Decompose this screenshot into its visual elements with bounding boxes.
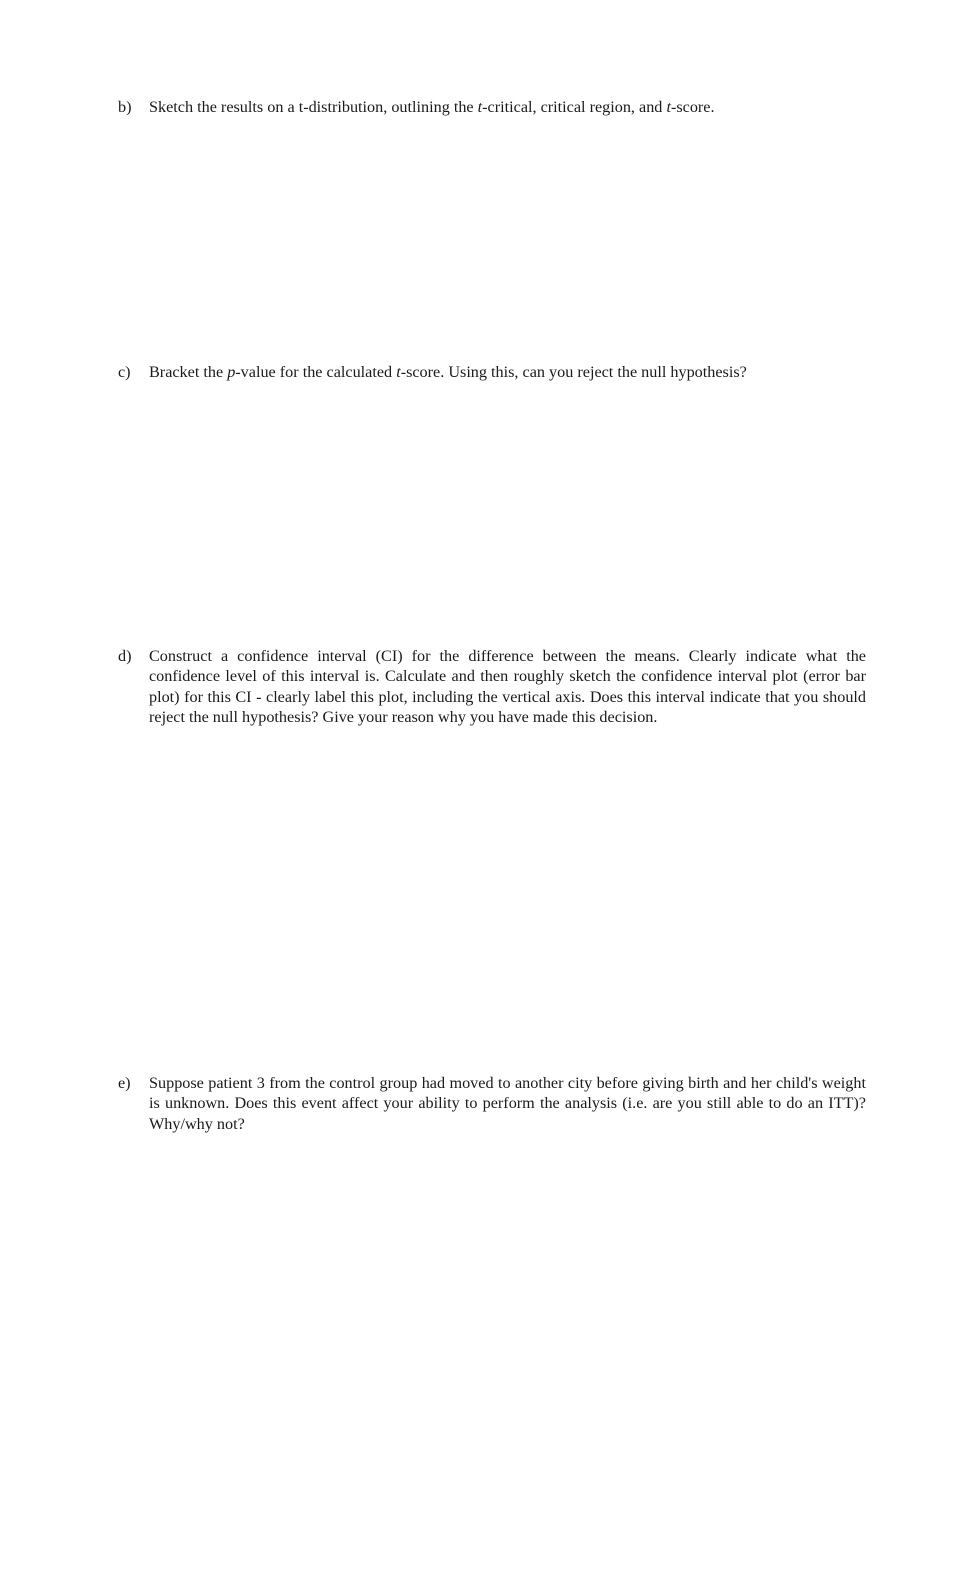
question-c-text-part: Bracket the <box>149 363 228 381</box>
question-c-italic-t: t <box>396 363 401 381</box>
question-b-label: b) <box>118 98 132 116</box>
question-c <box>118 362 866 382</box>
question-d-label: d) <box>118 647 132 665</box>
question-c-text <box>149 362 866 382</box>
question-d <box>118 646 866 728</box>
question-e-text: Suppose patient 3 from the control group had moved to another city before giving birth and her child's weight is unknown. Does this event affect your ability to perform the analysis (i.e. are you still able to do an ITT)? Why/why not? <box>149 1074 866 1133</box>
question-b-italic-t: t <box>477 98 483 116</box>
question-d-text: Construct a confidence interval (CI) for the difference between the means. Clearly indicate what the confidence level of this interval is. Calculate and then roughly sketch the confidence interval plot (error bar plot) for this CI - clearly label this plot, including the vertical axis. Does this interval indicate that you should reject the null hypothesis? Give your reason why you have made this decision. <box>149 647 866 727</box>
question-b-text-part: -critical, critical region, and <box>482 98 667 116</box>
question-c-text-part: -value for the calculated <box>235 363 397 381</box>
question-b-italic-t: t <box>666 98 671 116</box>
question-c-label: c) <box>118 363 131 381</box>
question-b-text <box>149 97 866 117</box>
question-c-italic-p: p <box>227 363 236 381</box>
question-c-text-part: -score. Using this, can you reject the null hypothesis? <box>400 363 747 381</box>
question-e <box>118 1073 866 1134</box>
question-b-text-part: -score. <box>670 98 715 116</box>
question-b-text-part: Sketch the results on a t-distribution, outlining the <box>149 98 478 116</box>
question-e-label: e) <box>118 1074 131 1092</box>
question-b <box>118 97 866 117</box>
